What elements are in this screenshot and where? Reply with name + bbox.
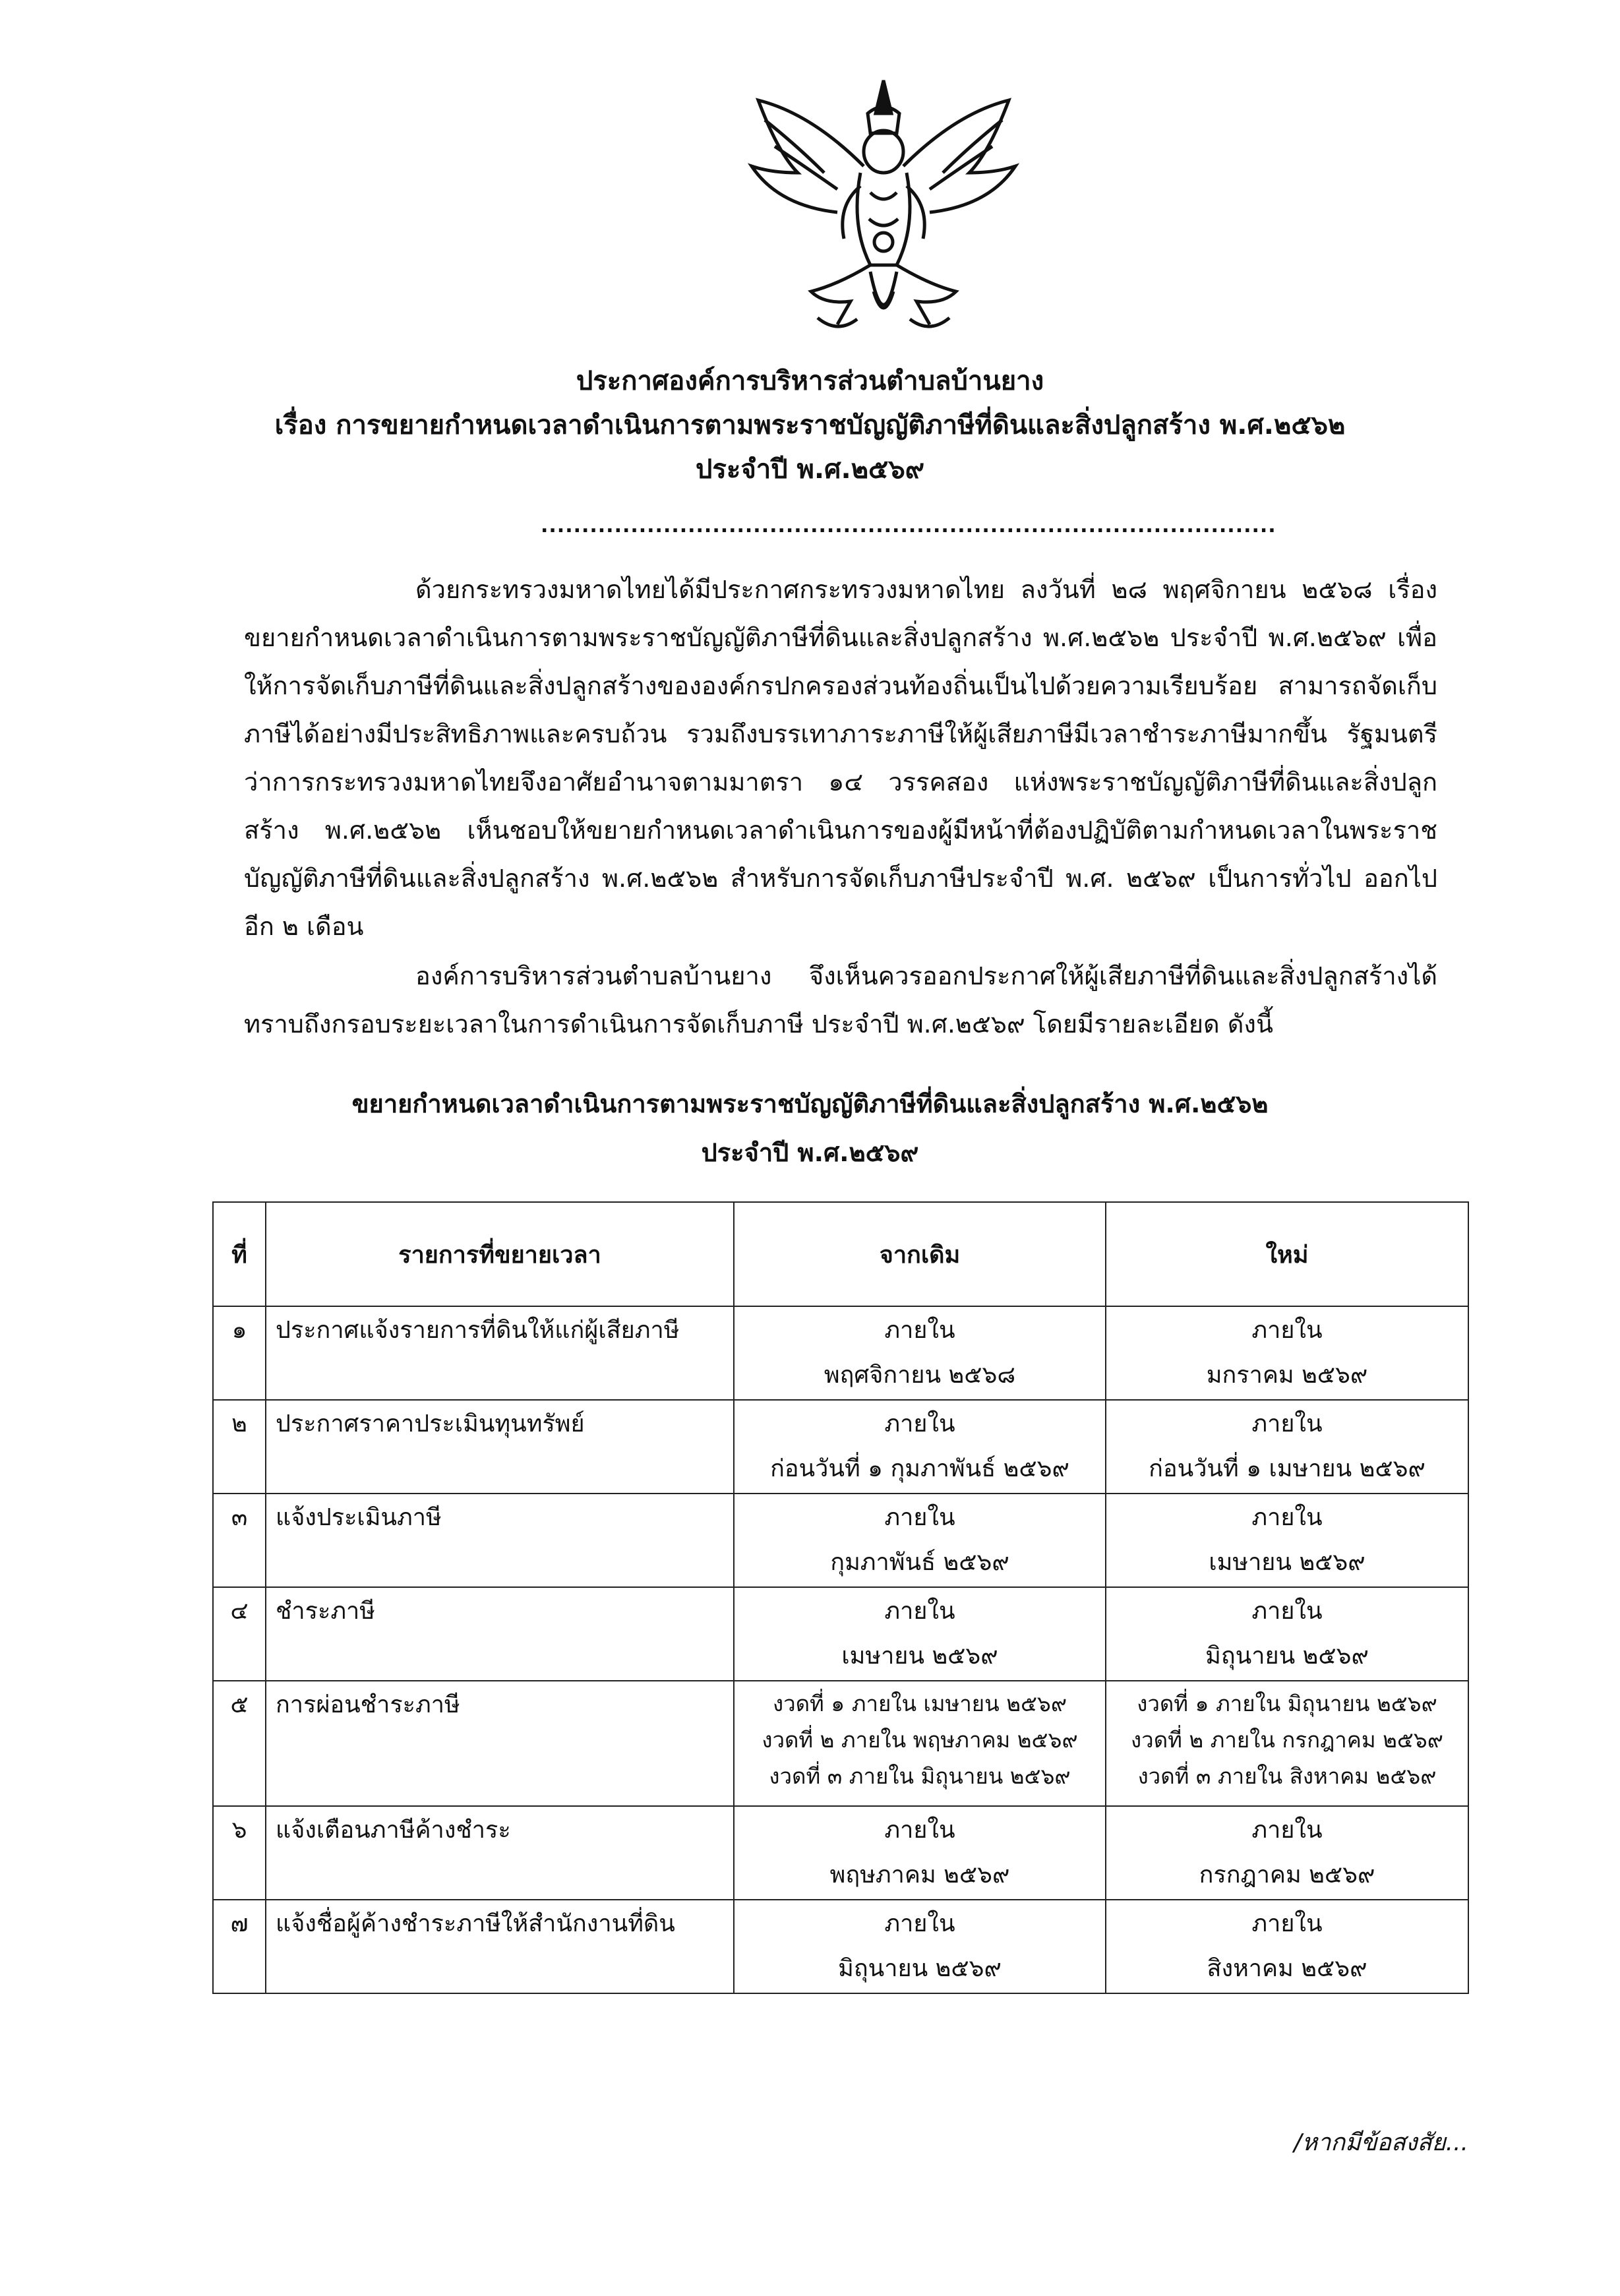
old-line: ภายใน: [884, 1598, 955, 1625]
continued-note: /หากมีข้อสงสัย...: [1294, 2129, 1468, 2156]
row-item: ชำระภาษี: [266, 1587, 734, 1681]
new-line: งวดที่ ๓ ภายใน สิงหาคม ๒๕๖๙: [1137, 1763, 1437, 1789]
header-item: รายการที่ขยายเวลา: [266, 1202, 734, 1306]
old-line: กุมภาพันธ์ ๒๕๖๙: [830, 1549, 1009, 1576]
new-line: ภายใน: [1251, 1817, 1323, 1844]
old-line: งวดที่ ๑ ภายใน เมษายน ๒๕๖๙: [772, 1691, 1067, 1716]
new-line: งวดที่ ๒ ภายใน กรกฎาคม ๒๕๖๙: [1131, 1727, 1443, 1753]
row-no: ๓: [213, 1494, 266, 1587]
row-item: ประกาศแจ้งรายการที่ดินให้แก่ผู้เสียภาษี: [266, 1306, 734, 1400]
row-new: [1106, 1681, 1468, 1806]
row-item: แจ้งชื่อผู้ค้างชำระภาษีให้สำนักงานที่ดิน: [266, 1900, 734, 1993]
announcement-title: ประกาศองค์การบริหารส่วนตำบลบ้านยาง: [576, 366, 1044, 396]
row-old: [734, 1806, 1106, 1900]
row-new: [1106, 1494, 1468, 1587]
old-line: ภายใน: [884, 1410, 955, 1437]
old-line: ภายใน: [884, 1817, 955, 1844]
row-item: ประกาศราคาประเมินทุนทรัพย์: [266, 1400, 734, 1494]
new-line: ก่อนวันที่ ๑ เมษายน ๒๕๖๙: [1149, 1455, 1425, 1482]
body-paragraph-1: ด้วยกระทรวงมหาดไทยได้มีประกาศกระทรวงมหาดไทย ลงวันที่ ๒๘ พฤศจิกายน ๒๕๖๘ เรื่อง ขยายกำหนดเวลาดำเนินการตามพระราชบัญญัติภาษีที่ดินและสิ่งปลูกสร้าง พ.ศ.๒๕๖๒ ประจำปี พ.ศ.๒๕๖๙ เพื่อให้การจัดเก็บภาษีที่ดินและสิ่งปลูกสร้างขององค์กรปกครองส่วนท้องถิ่นเป็นไปด้วยความเรียบร้อย สามารถจัดเก็บภาษีได้อย่างมีประสิทธิภาพและครบถ้วน รวมถึงบรรเทาภาระภาษีให้ผู้เสียภาษีมีเวลาชำระภาษีมากขึ้น รัฐมนตรีว่าการกระทรวงมหาดไทยจึงอาศัยอำนาจตามมาตรา ๑๔ วรรคสอง แห่งพระราชบัญญัติภาษีที่ดินและสิ่งปลูกสร้าง พ.ศ.๒๕๖๒ เห็นชอบให้ขยายกำหนดเวลาดำเนินการของผู้มีหน้าที่ต้องปฏิบัติตามกำหนดเวลาในพระราชบัญญัติภาษีที่ดินและสิ่งปลูกสร้าง พ.ศ.๒๕๖๒ สำหรับการจัดเก็บภาษีประจำปี พ.ศ. ๒๕๖๙ เป็นการทั่วไป ออกไปอีก ๒ เดือน: [244, 575, 1437, 941]
row-new: [1106, 1806, 1468, 1900]
row-item: แจ้งประเมินภาษี: [266, 1494, 734, 1587]
body-text: [244, 566, 1437, 1048]
table-row: [213, 1400, 1468, 1494]
old-line: งวดที่ ๒ ภายใน พฤษภาคม ๒๕๖๙: [762, 1727, 1078, 1753]
old-line: ภายใน: [884, 1504, 955, 1531]
row-old: [734, 1494, 1106, 1587]
schedule-table: [212, 1201, 1469, 1994]
new-line: ภายใน: [1251, 1598, 1323, 1625]
table-row: [213, 1494, 1468, 1587]
header-no: ที่: [213, 1202, 266, 1306]
new-line: ภายใน: [1251, 1504, 1323, 1531]
row-no: ๒: [213, 1400, 266, 1494]
old-line: ภายใน: [884, 1317, 955, 1344]
header-old: จากเดิม: [734, 1202, 1106, 1306]
row-old: [734, 1587, 1106, 1681]
new-line: มิถุนายน ๒๕๖๙: [1205, 1643, 1369, 1670]
old-line: ภายใน: [884, 1910, 955, 1937]
row-item: แจ้งเตือนภาษีค้างชำระ: [266, 1806, 734, 1900]
header-new: ใหม่: [1106, 1202, 1468, 1306]
new-line: ภายใน: [1251, 1410, 1323, 1437]
announcement-subject: เรื่อง การขยายกำหนดเวลาดำเนินการตามพระราชบัญญัติภาษีที่ดินและสิ่งปลูกสร้าง พ.ศ.๒๕๖๒: [274, 410, 1346, 440]
separator-line: ..........................................................................................: [541, 514, 1276, 537]
row-new: [1106, 1400, 1468, 1494]
row-new: [1106, 1900, 1468, 1993]
new-line: งวดที่ ๑ ภายใน มิถุนายน ๒๕๖๙: [1137, 1691, 1437, 1716]
new-line: กรกฎาคม ๒๕๖๙: [1199, 1861, 1375, 1888]
row-old: [734, 1400, 1106, 1494]
old-line: พฤศจิกายน ๒๕๖๘: [824, 1362, 1016, 1389]
old-line: พฤษภาคม ๒๕๖๙: [829, 1861, 1010, 1888]
table-row: [213, 1900, 1468, 1993]
row-old: [734, 1681, 1106, 1806]
new-line: ภายใน: [1251, 1910, 1323, 1937]
old-line: ก่อนวันที่ ๑ กุมภาพันธ์ ๒๕๖๙: [770, 1455, 1069, 1482]
announcement-year: ประจำปี พ.ศ.๒๕๖๙: [695, 454, 925, 485]
old-line: งวดที่ ๓ ภายใน มิถุนายน ๒๕๖๙: [769, 1763, 1071, 1789]
table-row: [213, 1681, 1468, 1806]
new-line: เมษายน ๒๕๖๙: [1209, 1549, 1365, 1576]
row-new: [1106, 1587, 1468, 1681]
row-no: ๕: [213, 1681, 266, 1806]
table-header-row: [213, 1202, 1468, 1306]
body-paragraph-2: องค์การบริหารส่วนตำบลบ้านยาง จึงเห็นควรออกประกาศให้ผู้เสียภาษีที่ดินและสิ่งปลูกสร้างได้ทราบถึงกรอบระยะเวลาในการดำเนินการจัดเก็บภาษี ประจำปี พ.ศ.๒๕๖๙ โดยมีรายละเอียด ดังนี้: [244, 961, 1437, 1039]
table-row: [213, 1587, 1468, 1681]
row-new: [1106, 1306, 1468, 1400]
row-old: [734, 1900, 1106, 1993]
row-no: ๔: [213, 1587, 266, 1681]
row-item: การผ่อนชำระภาษี: [266, 1681, 734, 1806]
new-line: มกราคม ๒๕๖๙: [1206, 1362, 1368, 1389]
row-no: ๑: [213, 1306, 266, 1400]
old-line: มิถุนายน ๒๕๖๙: [838, 1955, 1002, 1982]
table-row: [213, 1806, 1468, 1900]
table-title: ขยายกำหนดเวลาดำเนินการตามพระราชบัญญัติภาษีที่ดินและสิ่งปลูกสร้าง พ.ศ.๒๕๖๒: [351, 1089, 1269, 1118]
row-no: ๗: [213, 1900, 266, 1993]
garuda-emblem-icon: [738, 74, 1029, 351]
old-line: เมษายน ๒๕๖๙: [841, 1643, 998, 1670]
row-old: [734, 1306, 1106, 1400]
new-line: ภายใน: [1251, 1317, 1323, 1344]
row-no: ๖: [213, 1806, 266, 1900]
table-row: [213, 1306, 1468, 1400]
new-line: สิงหาคม ๒๕๖๙: [1207, 1955, 1367, 1982]
table-title-year: ประจำปี พ.ศ.๒๕๖๙: [701, 1138, 919, 1167]
